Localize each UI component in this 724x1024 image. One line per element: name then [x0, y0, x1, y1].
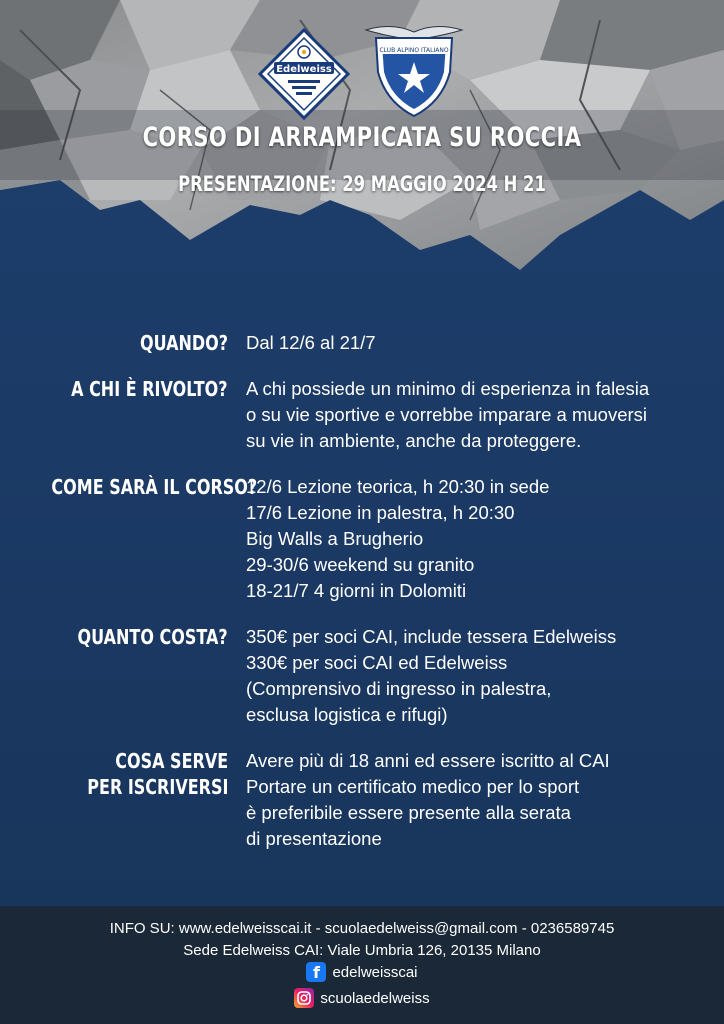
row-target — [0, 376, 724, 454]
edelweiss-logo — [258, 28, 350, 120]
facebook-icon: f — [306, 962, 326, 982]
edelweiss-logo-text: Edelweiss — [276, 64, 332, 75]
row-cost — [0, 624, 724, 728]
row-label: COSA SERVE PER ISCRIVERSI — [86, 749, 228, 799]
row-label: QUANDO? — [139, 331, 228, 355]
row-value: A chi possiede un minimo di esperienza in falesia o su vie sportive e vorrebbe imparare a muoversi su vie in ambiente, anche da proteggere. — [246, 378, 650, 451]
row-label: QUANTO COSTA? — [77, 625, 228, 649]
contact-info: INFO SU: www.edelweisscai.it - scuolaedelweiss@gmail.com - 0236589745 — [109, 920, 615, 937]
footer — [0, 906, 724, 1024]
row-label: A CHI È RIVOLTO? — [71, 377, 228, 401]
row-course — [0, 474, 724, 604]
cai-logo-text: CLUB ALPINO ITALIANO — [379, 47, 449, 54]
logos — [0, 22, 724, 114]
address: Sede Edelweiss CAI: Viale Umbria 126, 20135 Milano — [183, 942, 541, 959]
row-value: 12/6 Lezione teorica, h 20:30 in sede 17/6 Lezione in palestra, h 20:30 Big Walls a Brugherio 29-30/6 weekend su granito 18-21/7 4 giorni in Dolomiti — [246, 476, 550, 601]
cai-logo — [362, 22, 466, 122]
info-rows — [0, 330, 724, 872]
facebook-handle: edelweisscai — [332, 963, 418, 981]
instagram-handle: scuolaedelweiss — [320, 989, 430, 1007]
row-when — [0, 330, 724, 356]
instagram-icon — [294, 988, 314, 1008]
row-value: Dal 12/6 al 21/7 — [246, 332, 376, 353]
row-requirements — [0, 748, 724, 852]
facebook-link[interactable] — [0, 962, 724, 982]
instagram-link[interactable] — [0, 988, 724, 1008]
presentation-date: PRESENTAZIONE: 29 MAGGIO 2024 H 21 — [178, 172, 546, 196]
poster-title: CORSO DI ARRAMPICATA SU ROCCIA — [142, 122, 582, 153]
row-value: 350€ per soci CAI, include tessera Edelweiss 330€ per soci CAI ed Edelweiss (Comprensivo di ingresso in palestra, esclusa logistica e rifugi) — [246, 626, 617, 725]
row-value: Avere più di 18 anni ed essere iscritto al CAI Portare un certificato medico per lo sport è preferibile essere presente alla serata di presentazione — [246, 750, 610, 849]
row-label: COME SARÀ IL CORSO? — [51, 475, 258, 499]
